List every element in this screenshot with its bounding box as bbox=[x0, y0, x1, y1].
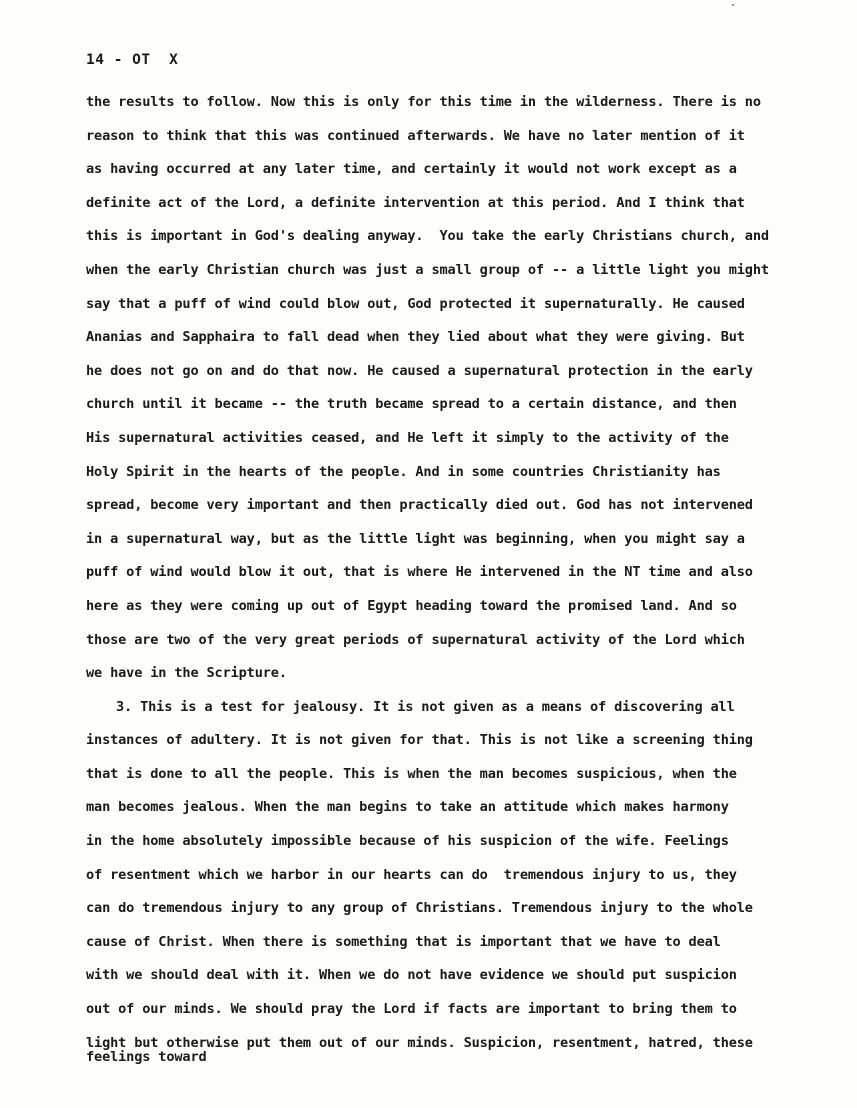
text-line: he does not go on and do that now. He caused a supernatural protection in the early bbox=[86, 362, 753, 379]
text-line: His supernatural activities ceased, and He left it simply to the activity of the bbox=[86, 429, 729, 446]
body-text bbox=[86, 89, 816, 1030]
text-line: feelings toward bbox=[86, 1049, 207, 1065]
text-line: can do tremendous injury to any group of Christians. Tremendous injury to the whole bbox=[86, 900, 753, 917]
text-line: in a supernatural way, but as the little light was beginning, when you might say a bbox=[86, 530, 745, 547]
text-line: that is done to all the people. This is when the man becomes suspicious, when the bbox=[86, 765, 737, 782]
text-line: the results to follow. Now this is only for this time in the wilderness. There is no bbox=[86, 94, 761, 110]
text-line: when the early Christian church was just a small group of -- a little light you might bbox=[86, 261, 769, 278]
speck-mark bbox=[732, 4, 734, 6]
text-line: as having occurred at any later time, and certainly it would not work except as a bbox=[86, 161, 737, 178]
page-header: 14 - OT X bbox=[86, 52, 179, 68]
text-line: 3. This is a test for jealousy. It is not given as a means of discovering all bbox=[116, 698, 735, 715]
text-line: definite act of the Lord, a definite intervention at this period. And I think that bbox=[86, 194, 745, 211]
text-line: say that a puff of wind could blow out, God protected it supernaturally. He caused bbox=[86, 295, 745, 312]
text-line: reason to think that this was continued afterwards. We have no later mention of it bbox=[86, 127, 745, 144]
text-line: Holy Spirit in the hearts of the people. And in some countries Christianity has bbox=[86, 463, 721, 480]
text-line: Ananias and Sapphaira to fall dead when they lied about what they were giving. But bbox=[86, 329, 745, 346]
text-line: in the home absolutely impossible because of his suspicion of the wife. Feelings bbox=[86, 833, 729, 850]
text-line: light but otherwise put them out of our minds. Suspicion, resentment, hatred, these bbox=[86, 1035, 753, 1051]
text-line: man becomes jealous. When the man begins to take an attitude which makes harmony bbox=[86, 799, 729, 816]
paragraph-1 bbox=[86, 89, 816, 694]
text-line: this is important in God's dealing anyway. You take the early Christians church, and bbox=[86, 228, 769, 245]
text-line: church until it became -- the truth became spread to a certain distance, and then bbox=[86, 396, 737, 413]
text-line: of resentment which we harbor in our hearts can do tremendous injury to us, they bbox=[86, 866, 737, 883]
page-bottom-lines bbox=[86, 1036, 816, 1064]
text-line: puff of wind would blow it out, that is where He intervened in the NT time and also bbox=[86, 564, 753, 581]
text-line: those are two of the very great periods of supernatural activity of the Lord which bbox=[86, 631, 745, 648]
text-line: with we should deal with it. When we do not have evidence we should put suspicion bbox=[86, 967, 737, 984]
text-line: out of our minds. We should pray the Lord if facts are important to bring them to bbox=[86, 1001, 737, 1018]
text-line: spread, become very important and then practically died out. God has not intervened bbox=[86, 497, 753, 514]
paragraph-2 bbox=[86, 694, 816, 1030]
text-line: here as they were coming up out of Egypt heading toward the promised land. And so bbox=[86, 597, 737, 614]
text-line: instances of adultery. It is not given for that. This is not like a screening thing bbox=[86, 732, 753, 749]
text-line: we have in the Scripture. bbox=[86, 665, 287, 682]
text-line: cause of Christ. When there is something that is important that we have to deal bbox=[86, 933, 721, 950]
